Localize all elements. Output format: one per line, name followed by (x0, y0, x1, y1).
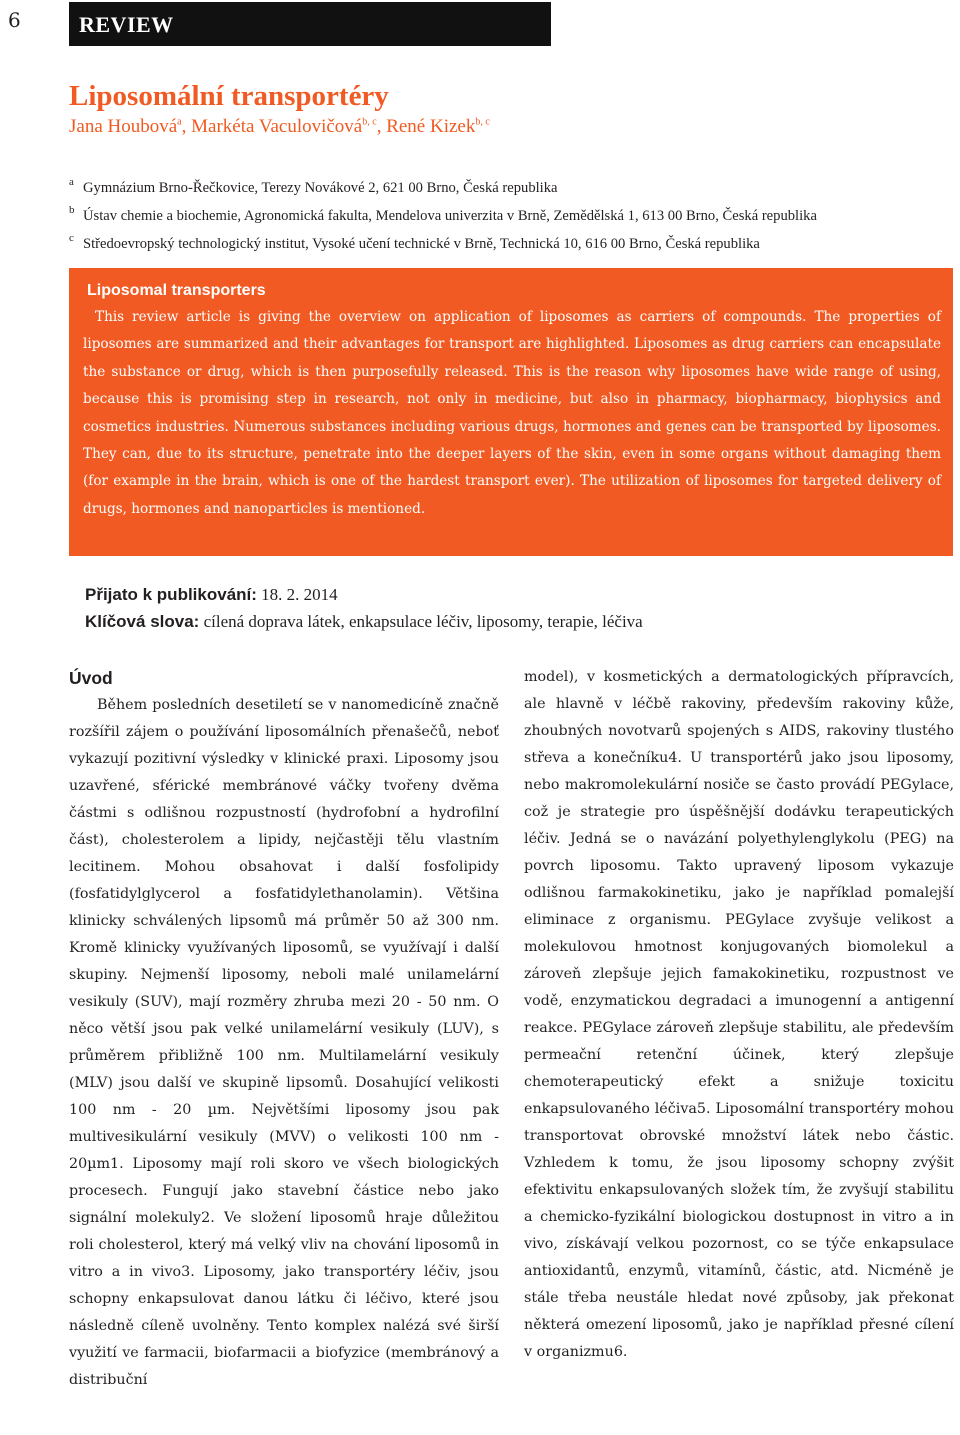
keywords-text: cílená doprava látek, enkapsulace léčiv, liposomy, terapie, léčiva (203, 612, 643, 631)
article-title: Liposomální transportéry (69, 80, 389, 112)
affiliation-mark: c (69, 232, 74, 244)
author-list: Jana Houbová$^a$, Markéta Vaculovičová$^{b, c}$, René Kizek$^{b, c}$ (69, 116, 490, 137)
accepted-date: 18. 2. 2014 (261, 585, 338, 604)
author-affiliation-mark: b, c (362, 116, 377, 128)
affiliation-list (69, 174, 949, 258)
body-paragraph: Během posledních desetiletí se v nanomedicíně značně rozšířil zájem o používání liposomálních přenašečů, neboť vykazují pozitivní výsledky v klinické praxi. Liposomy jsou uzavřené, sférické membránové váčky tvořeny dvěma částmi s odlišnou rozpustností (hydrofobní a hydrofilní část), cholesterolem a lipidy, nejčastěji tělu vlastním lecitinem. Mohou obsahovat i další fosfolipidy (fosfatidylglycerol a fosfatidylethanolamin). Většina klinicky schválených lipsomů má průměr 50 až 300 nm. Kromě klinicky využívaných liposomů, se využívají i další skupiny. Nejmenší liposomy, neboli malé unilamelární vesikuly (SUV), mají rozměry zhruba mezi 20 - 50 nm. O něco větší jsou pak velké unilamelární vesikuly (LUV), s průměrem přibližně 100 nm. Multilamelární vesikuly (MLV) jsou další ve skupině lipsomů. Dosahující velikosti 100 nm - 20 µm. Největšími liposomy jsou pak multivesikulární vesikuly (MVV) o velikosti 100 nm - 20µm1. Liposomy mají roli skoro ve všech biologických procesech. Fungují jako stavební částice nebo jako signální molekuly2. Ve složení liposomů hraje důležitou roli cholesterol, který má velký vliv na chování liposomů in vitro a in vivo3. Liposomy, jako transportéry léčiv, jsou schopny enkapsulovat danou látku či léčivo, které jsou následně cíleně uvolněny. Tento komplex nalézá své širší využití ve farmacii, biofarmacii a biofyzice (membránový a distribuční (69, 697, 499, 1388)
section-bar (69, 2, 551, 46)
section-label: REVIEW (79, 12, 174, 37)
affiliation-text: Ústav chemie a biochemie, Agronomická fakulta, Mendelova univerzita v Brně, Zemědělská 1, 613 00 Brno, Česká republika (83, 208, 817, 224)
abstract-text: This review article is giving the overview on application of liposomes as carriers of compounds. The properties of liposomes are summarized and their advantages for transport are highlighted. Liposomes as drug carriers can encapsulate the substance or drug, which is then purposefully released. This is the reason why liposomes have wide range of using, because this is promising step in research, not only in medicine, but also in pharmacy, biopharmacy, biophysics and cosmetics industries. Numerous substances including various drugs, hormones and genes can be transported by liposomes. They can, due to its structure, penetrate into the deeper layers of the skin, even in some organs without damaging them (for example in the brain, which is one of the hardest transport ever). The utilization of liposomes for targeted delivery of drugs, hormones and nanoparticles is mentioned. (83, 309, 941, 517)
section-heading-intro: Úvod (69, 668, 113, 688)
author-name: Markéta Vaculovičová (191, 116, 363, 137)
page-number: 6 (8, 8, 21, 32)
accepted-label: Přijato k publikování: (85, 585, 257, 604)
body-column-right (524, 664, 954, 1366)
keywords-line (85, 612, 643, 632)
affiliation (69, 174, 949, 202)
affiliation-text: Středoevropský technologický institut, Vysoké učení technické v Brně, Technická 10, 616 00 Brno, Česká republika (83, 236, 760, 252)
body-column-left (69, 664, 499, 1394)
affiliation (69, 202, 949, 230)
body-paragraph: model), v kosmetických a dermatologických přípravcích, ale hlavně v léčbě rakoviny, především rakoviny kůže, zhoubných novotvarů spojených s AIDS, rakoviny tlustého střeva a konečníku4. U transportérů jako jsou liposomy, nebo makromolekulární nosiče se často provádí PEGylace, což je strategie pro úspěšnější dodávku terapeutických léčiv. Jedná se o navázání polyethylenglykolu (PEG) na povrch liposomu. Takto upravený liposom vykazuje odlišnou farmakokinetiku, jako je například pomalejší eliminace z organismu. PEGylace zvyšuje velikost a molekulovou hmotnost konjugovaných biomolekul a zároveň zlepšuje jejich famakokinetiku, rozpustnost ve vodě, enzymatickou degradaci a imunogenní a antigenní reakce. PEGylace zároveň zlepšuje stabilitu, ale především permeační retenční účinek, který zlepšuje chemoterapeutický efekt a snižuje toxicitu enkapsulovaného léčiva5. Liposomální transportéry mohou transportovat obrovské množství látek nebo částic. Vzhledem k tomu, že jsou liposomy schopny zvýšit efektivitu enkapsulovaných složek tím, že zvyšují stabilitu a chemicko-fyzikální biologickou dostupnost in vitro a in vivo, získávají velkou pozornost, co se týče enkapsulace antioxidantů, enzymů, vitamínů, částic, atd. Nicméně je stále třeba neustále hledat nové způsoby, jak překonat některá omezení liposomů, jako je například přesné cílení v organizmu6. (524, 669, 954, 1360)
author-name: René Kizek (386, 116, 476, 137)
author-affiliation-mark: a (177, 116, 182, 128)
abstract-title: Liposomal transporters (87, 282, 266, 299)
author-affiliation-mark: b, c (475, 116, 490, 128)
affiliation-mark: b (69, 204, 75, 216)
accepted-date-line (85, 585, 338, 605)
affiliation-text: Gymnázium Brno-Řečkovice, Terezy Novákové 2, 621 00 Brno, Česká republika (83, 180, 558, 196)
abstract-box (69, 268, 953, 556)
affiliation-mark: a (69, 176, 74, 188)
affiliation (69, 230, 949, 258)
author-name: Jana Houbová (69, 116, 178, 137)
keywords-label: Klíčová slova: (85, 612, 200, 631)
